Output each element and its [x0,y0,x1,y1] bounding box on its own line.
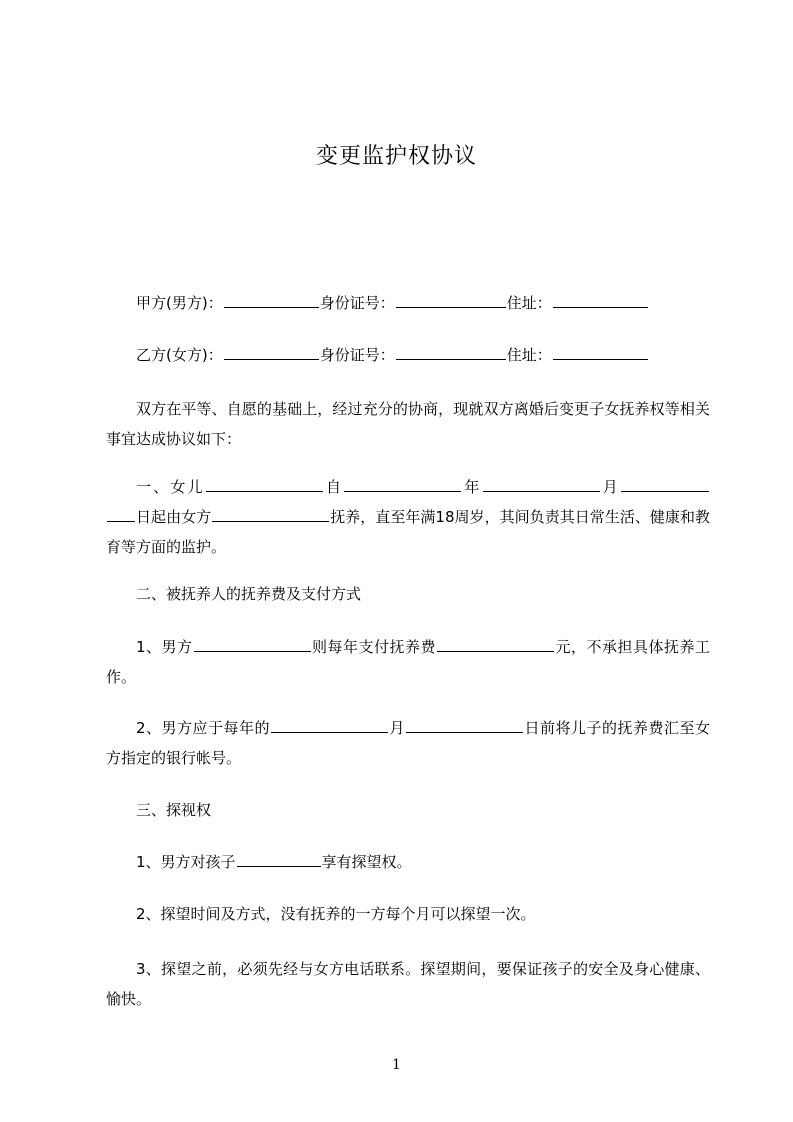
party-a-label: 甲方(男方)： [136,294,223,312]
party-b-id-label: 身份证号： [319,346,395,364]
party-a-address-label: 住址： [506,294,552,312]
section-1-month: 月 [600,478,620,496]
item-3-1-line [136,851,710,872]
item-3-3-paragraph: 3、探望之前，必须先经与女方电话联系。探望期间，要保证孩子的安全及身心健康、愉快。 [106,960,710,1008]
party-b-line [136,344,710,365]
item-3-1-suffix: 享有探望权。 [321,853,412,871]
party-a-address-blank [553,292,648,308]
section-1-from: 自 [323,478,344,496]
section-1-day-from: 日起由女方 [136,508,212,526]
item-3-1-child-blank [237,851,321,867]
section-1-year-blank [344,476,461,492]
item-2-1-prefix: 1、男方 [136,638,193,656]
party-b-name-blank [224,344,319,360]
section-1-month-blank [483,476,600,492]
party-b-label: 乙方(女方)： [136,346,223,364]
item-2-2-month: 月 [389,719,406,737]
item-2-2-paragraph [106,713,710,773]
party-b-address-blank [553,344,648,360]
page-number: 1 [392,1057,401,1073]
document-title: 变更监护权协议 [315,144,477,169]
section-1-year: 年 [462,478,482,496]
item-3-1-prefix: 1、男方对孩子 [136,853,236,871]
item-2-2-month-blank [271,717,388,733]
item-2-1-suffix: 元，不承担具体抚养工作。 [106,638,710,686]
party-a-line [136,292,710,313]
party-b-address-label: 住址： [506,346,552,364]
section-1-paragraph [106,472,710,562]
item-2-2-prefix: 2、男方应于每年的 [136,719,271,737]
item-2-2-day-blank [406,717,523,733]
party-a-id-blank [396,292,506,308]
section-1-rest: 抚养，直至年满18周岁，其间负责其日常生活、健康和教育等方面的监护。 [106,508,710,556]
item-2-1-paragraph [106,632,710,692]
party-a-id-label: 身份证号： [319,294,395,312]
section-2-heading: 二、被抚养人的抚养费及支付方式 [136,585,362,603]
item-2-1-amount-blank [437,636,554,652]
section-1-custodian-blank [212,506,329,522]
item-3-2-line: 2、探望时间及方式，没有抚养的一方每个月可以探望一次。 [136,905,536,923]
party-a-name-blank [224,292,319,308]
section-1-prefix: 一、女儿 [136,478,205,496]
intro-paragraph: 双方在平等、自愿的基础上，经过充分的协商，现就双方离婚后变更子女抚养权等相关事宜达成协议如下： [106,400,710,448]
item-2-2-suffix: 日前将儿子的抚养费汇至女方指定的银行帐号。 [106,719,710,767]
section-3-heading: 三、探视权 [136,801,212,819]
section-1-day-blank-a [621,476,709,492]
item-2-1-middle: 则每年支付抚养费 [311,638,437,656]
section-1-day-blank-b [107,506,135,522]
section-1-child-blank [206,476,323,492]
item-2-1-condition-blank [194,636,311,652]
party-b-id-blank [396,344,506,360]
